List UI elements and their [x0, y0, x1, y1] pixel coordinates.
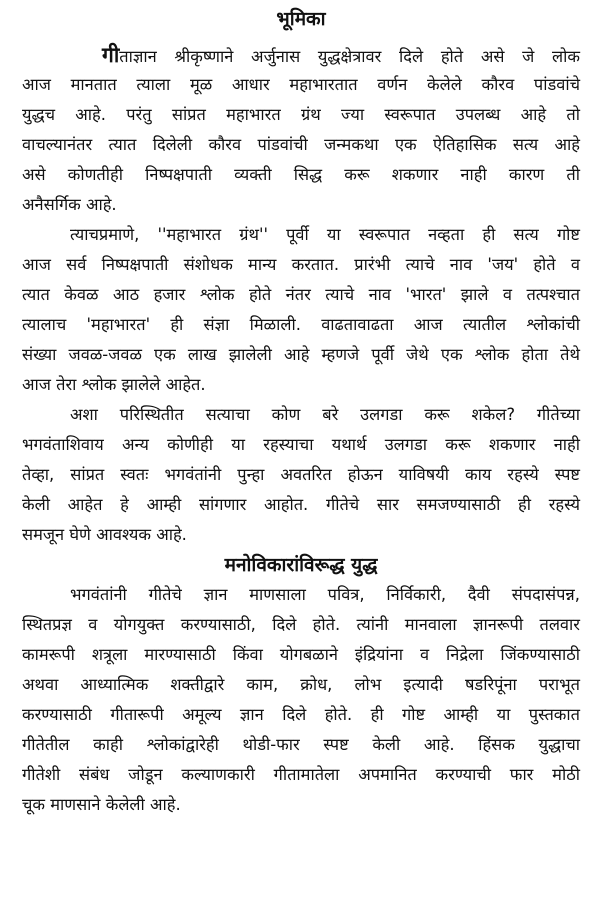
- text-line: भगवंतांनी गीतेचे ज्ञान माणसाला पवित्र, निर्विकारी, दैवी संपदासंपन्न,: [70, 585, 580, 604]
- intro-first-line-text: ताज्ञान श्रीकृष्णाने अर्जुनास युद्धक्षेत्रावर दिले होते असे जे लोक: [119, 47, 580, 66]
- text-line: अशा परिस्थितीत सत्याचा कोण बरे उलगडा करू शकेल? गीतेच्या: [70, 405, 580, 424]
- text-line: त्याचप्रमाणे, ''महाभारत ग्रंथ'' पूर्वी या स्वरूपात नव्हता ही सत्य गोष्ट: [70, 225, 580, 244]
- text-line: अथवा आध्यात्मिक शक्तीद्वारे काम, क्रोध, लोभ इत्यादी षडरिपूंना पराभूत: [22, 675, 580, 694]
- text-line: आज तेरा श्लोक झालेले आहेत.: [22, 375, 206, 394]
- text-line: अनैसर्गिक आहे.: [22, 195, 117, 214]
- text-line: गीतेशी संबंध जोडून कल्याणकारी गीतामातेला अपमानित करण्याची फार मोठी: [22, 765, 580, 784]
- text-line: असे कोणतीही निष्पक्षपाती व्यक्ती सिद्ध करू शकणार नाही कारण ती: [22, 165, 580, 184]
- text-line: करण्यासाठी गीतारूपी अमूल्य ज्ञान दिले होते. ही गोष्ट आम्ही या पुस्तकात: [22, 705, 580, 724]
- text-line: वाचल्यानंतर त्यात दिलेली कौरव पांडवांची जन्मकथा एक ऐतिहासिक सत्य आहे: [22, 135, 580, 154]
- text-line: भगवंताशिवाय अन्य कोणीही या रहस्याचा यथार्थ उलगडा करू शकणार नाही: [22, 435, 580, 454]
- page-heading: भूमिका: [276, 8, 326, 30]
- intro-first-line: [22, 40, 580, 70]
- text-line: समजून घेणे आवश्यक आहे.: [22, 525, 187, 544]
- paragraph-2: [22, 220, 580, 400]
- text-line: कामरूपी शत्रूला मारण्यासाठी किंवा योगबळाने इंद्रियांना व निद्रेला जिंकण्यासाठी: [22, 645, 580, 664]
- text-line: केली आहेत हे आम्ही सांगणार आहोत. गीतेचे सार समजण्यासाठी ही रहस्ये: [22, 495, 580, 514]
- drop-cap: गी: [102, 43, 120, 67]
- section-heading: मनोविकारांविरूद्ध युद्ध: [224, 554, 378, 576]
- text-line: आज मानतात त्याला मूळ आधार महाभारतात वर्णन केलेले कौरव पांडवांचे: [22, 75, 580, 94]
- paragraph-3: [22, 400, 580, 550]
- text-line: युद्धच आहे. परंतु सांप्रत महाभारत ग्रंथ ज्या स्वरूपात उपलब्ध आहे तो: [22, 105, 580, 124]
- intro-paragraph: [22, 40, 580, 220]
- text-line: त्यालाच 'महाभारत' ही संज्ञा मिळाली. वाढतावाढता आज त्यातील श्लोकांची: [22, 315, 580, 334]
- paragraph-4: [22, 580, 580, 820]
- text-line: त्यात केवळ आठ हजार श्लोक होते नंतर त्याचे नाव 'भारत' झाले व तत्पश्चात: [22, 285, 580, 304]
- text-line: संख्या जवळ-जवळ एक लाख झालेली आहे म्हणजे पूर्वी जेथे एक श्लोक होता तेथे: [22, 345, 580, 364]
- text-line: तेव्हा, सांप्रत स्वतः भगवंतांनी पुन्हा अवतरित होऊन याविषयी काय रहस्ये स्पष्ट: [22, 465, 580, 484]
- text-line: चूक माणसाने केलेली आहे.: [22, 795, 181, 814]
- text-line: स्थितप्रज्ञ व योगयुक्त करण्यासाठी, दिले होते. त्यांनी मानवाला ज्ञानरूपी तलवार: [22, 615, 580, 634]
- text-line: आज सर्व निष्पक्षपाती संशोधक मान्य करतात. प्रारंभी त्याचे नाव 'जय' होते व: [22, 255, 580, 274]
- text-line: गीतेतील काही श्लोकांद्वारेही थोडी-फार स्पष्ट केली आहे. हिंसक युद्धाचा: [22, 735, 580, 754]
